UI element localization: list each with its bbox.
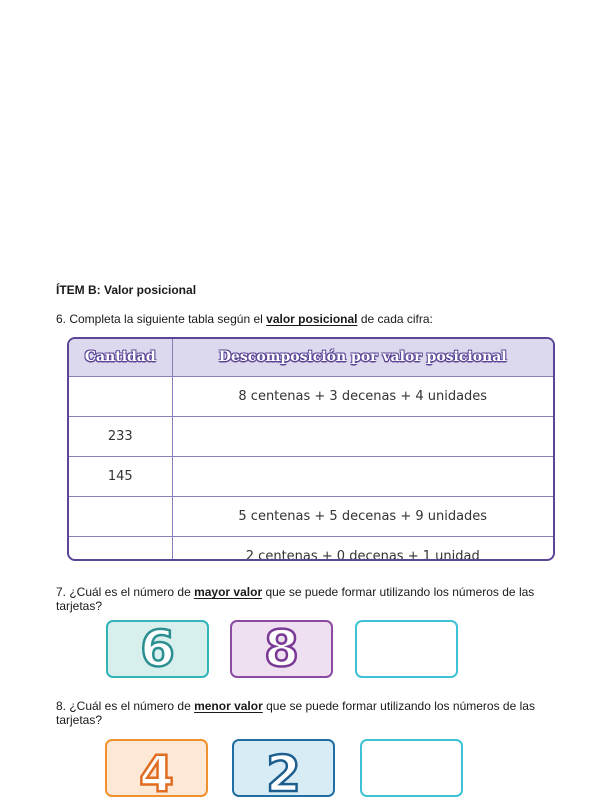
card-digit: 8 [264,620,299,678]
q8-prefix: 8. ¿Cuál es el número de [56,699,195,713]
table-header-row [69,339,553,376]
item-heading: ÍTEM B: Valor posicional [56,283,197,297]
card-digit: 4 [139,745,174,803]
q8-suffix: que se puede formar utilizando los números de las tarjetas? [56,699,535,727]
q6-prefix: 6. Completa la siguiente tabla según el [56,312,267,326]
card-digit: 6 [140,620,175,678]
number-card [105,739,208,803]
question-7 [56,585,556,613]
cell-descomposicion[interactable] [172,456,553,496]
answer-card[interactable] [355,620,458,678]
question-6 [56,312,433,326]
cell-cantidad[interactable] [69,496,172,536]
cell-descomposicion: 2 centenas + 0 decenas + 1 unidad [172,536,553,561]
header-descomposicion: Descomposición por valor posicional [172,339,553,376]
table-row [69,496,553,536]
q6-emphasis: valor posicional [266,312,358,326]
card-digit: 2 [266,745,301,803]
number-card [232,739,335,803]
cell-cantidad[interactable] [69,376,172,416]
cell-descomposicion[interactable] [172,416,553,456]
cell-descomposicion: 5 centenas + 5 decenas + 9 unidades [172,496,553,536]
q7-suffix: que se puede formar utilizando los números de las tarjetas? [56,585,535,613]
cell-cantidad: 233 [69,416,172,456]
header-cantidad: Cantidad [69,339,172,376]
q7-prefix: 7. ¿Cuál es el número de [56,585,195,599]
cell-descomposicion: 8 centenas + 3 decenas + 4 unidades [238,388,488,404]
number-card [230,620,333,678]
table-row [69,416,553,456]
table-row [69,536,553,561]
q7-emphasis: mayor valor [194,585,263,599]
question-8 [56,699,556,727]
q8-emphasis: menor valor [194,699,263,713]
cell-cantidad: 145 [69,456,172,496]
q6-suffix: de cada cifra: [357,312,433,326]
cell-cantidad[interactable] [69,536,172,561]
table-row [69,456,553,496]
number-card [106,620,209,678]
answer-card[interactable] [360,739,463,797]
place-value-table [67,337,555,561]
table-row [69,376,553,416]
